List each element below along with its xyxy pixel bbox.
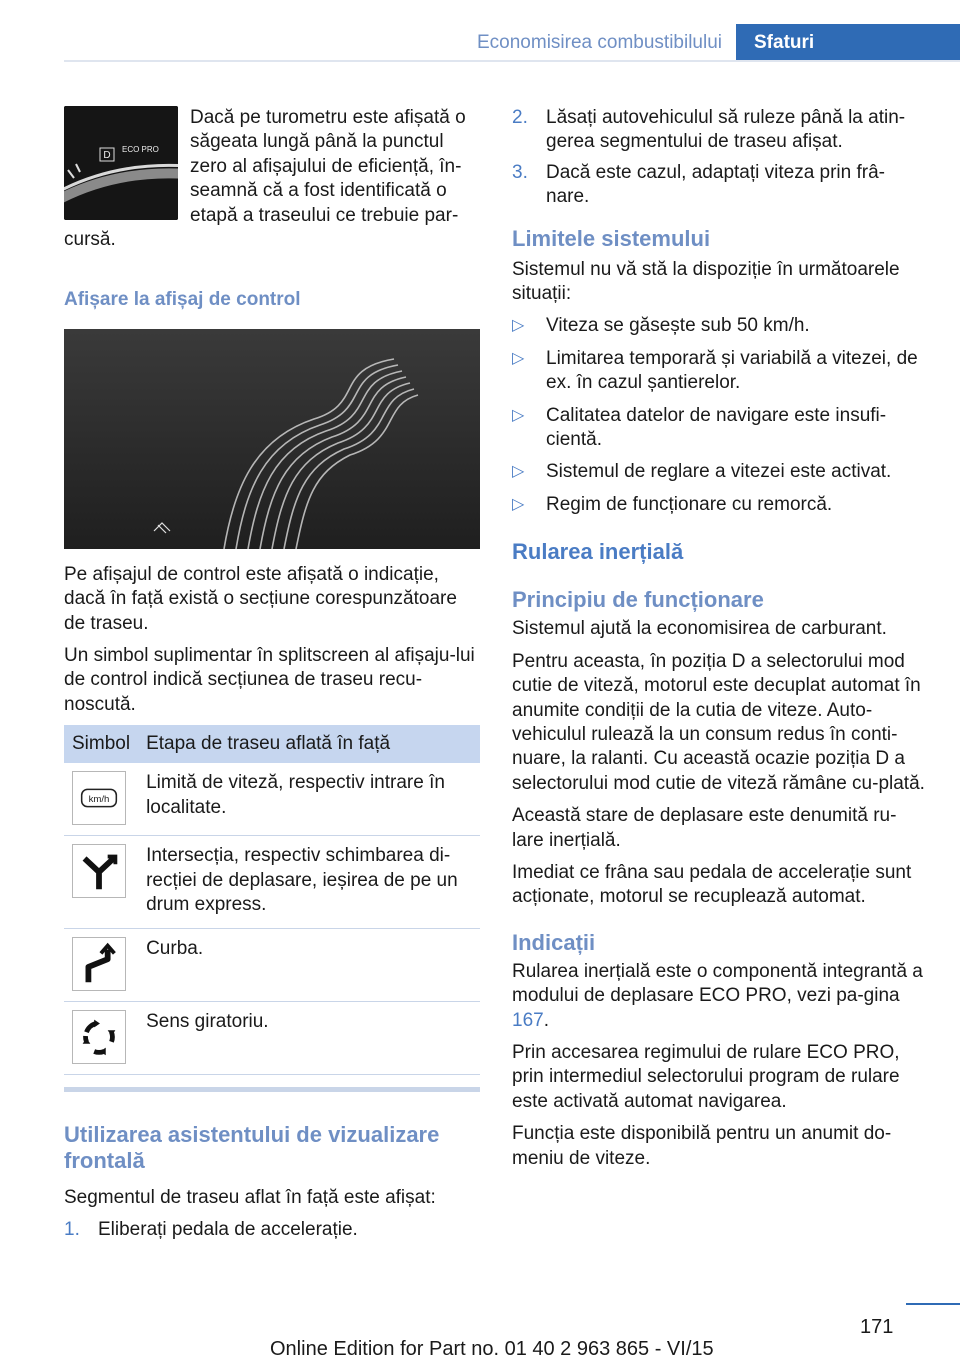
list-item xyxy=(512,161,928,210)
header-rule xyxy=(64,60,960,62)
curve-icon xyxy=(72,937,126,991)
row-text-speed-limit: Limită de viteză, respectiv intrare în localitate. xyxy=(138,763,480,836)
principle-paragraph-4: Imediat ce frâna sau pedala de accelerație sunt acționate, motorul se recuplează automat. xyxy=(512,861,912,908)
indication-paragraph-3: Funcția este disponibilă pentru un anumit do-meniu de viteze. xyxy=(512,1123,892,1169)
heading-indications: Indicații xyxy=(512,929,596,955)
gauge-ecopro-text: ECO PRO xyxy=(122,145,159,154)
list-item-text: Viteza se găsește sub 50 km/h. xyxy=(546,315,810,337)
header-chapter-tab[interactable]: Sfaturi xyxy=(736,24,960,62)
junction-icon xyxy=(72,844,126,898)
footer-rule xyxy=(906,1303,960,1305)
limits-list xyxy=(512,314,928,517)
right-column xyxy=(512,106,928,1179)
table-row xyxy=(64,836,480,928)
bullet-triangle-icon: ▷ xyxy=(512,317,525,335)
list-item-text: Calitatea datelor de navigare este insufi-cientă. xyxy=(546,404,887,451)
indication-paragraph-2: Prin accesarea regimului de rulare ECO PRO, prin intermediul selectorului program de rulare este activată automat navigarea. xyxy=(512,1041,900,1112)
heading-coasting: Rularea inerțială xyxy=(512,539,684,565)
segment-column-header: Etapa de traseu aflată în față xyxy=(138,725,480,763)
left-column xyxy=(64,106,480,1248)
page-number: 171 xyxy=(860,1316,894,1338)
row-text-junction: Intersecția, respectiv schimbarea di-recției de deplasare, ieșirea de pe un drum express. xyxy=(138,836,480,928)
speed-limit-icon xyxy=(72,771,126,825)
list-item-text: Sistemul de reglare a vitezei este activat. xyxy=(546,461,892,483)
symbol-table xyxy=(64,725,480,1074)
section-divider xyxy=(64,1087,480,1092)
list-item-text: Limitarea temporară și variabilă a vitezei, de ex. în cazul șantierelor. xyxy=(546,347,918,394)
row-text-curve: Curba. xyxy=(138,928,480,1001)
header-section-title: Economisirea combustibilului xyxy=(477,32,722,53)
limits-intro: Sistemul nu vă stă la dispoziție în următoarele situații: xyxy=(512,258,900,305)
steps-list-left xyxy=(64,1218,480,1242)
list-item xyxy=(64,1218,480,1242)
tachometer-gauge-image xyxy=(64,106,178,220)
step-number: 2. xyxy=(512,107,528,128)
paragraph-indication: Pe afișajul de control este afișată o indicație, dacă în față există o secțiune corespunzătoare de traseu. xyxy=(64,563,457,634)
heading-assist-usage: Utilizarea asistentului de vizualizare frontală xyxy=(64,1121,440,1173)
footer-edition: Online Edition for Part no. 01 40 2 963 865 - VI/15 xyxy=(270,1338,714,1360)
paragraph-splitscreen: Un simbol suplimentar în splitscreen al afișaju-lui de control indică secțiunea de traseu recu-noscută. xyxy=(64,645,475,715)
table-row xyxy=(64,1001,480,1074)
step-text: Lăsați autovehiculul să ruleze până la atin-gerea segmentului de traseu afișat. xyxy=(546,107,906,153)
row-text-roundabout: Sens giratoriu. xyxy=(138,1001,480,1074)
indication-text: Rularea inerțială este o componentă integrantă a modului de deplasare ECO PRO, vezi pa-gina xyxy=(512,960,923,1007)
gauge-gear-text: D xyxy=(103,150,111,161)
step-text: Dacă este cazul, adaptați viteza prin frâ-nare. xyxy=(546,161,886,208)
principle-paragraph-3: Această stare de deplasare este denumită ru-lare inerțială. xyxy=(512,805,897,851)
bullet-triangle-icon: ▷ xyxy=(512,463,525,481)
heading-system-limits: Limitele sistemului xyxy=(512,225,711,251)
bullet-triangle-icon: ▷ xyxy=(512,406,525,424)
step-text: Eliberați pedala de accelerație. xyxy=(98,1218,358,1240)
step-number: 3. xyxy=(512,161,528,183)
paragraph-segment-displayed: Segmentul de traseu aflat în față este afișat: xyxy=(64,1186,436,1208)
table-row xyxy=(64,763,480,836)
list-item xyxy=(512,493,928,517)
symbol-column-header: Simbol xyxy=(64,725,138,763)
principle-paragraph-1: Sistemul ajută la economisirea de carburant. xyxy=(512,618,887,640)
speed-limit-icon-text: km/h xyxy=(88,794,110,806)
roundabout-icon xyxy=(72,1010,126,1064)
heading-operating-principle: Principiu de funcționare xyxy=(512,587,764,613)
control-display-image xyxy=(64,329,480,549)
principle-paragraph-2: Pentru aceasta, în poziția D a selectorului mod cutie de viteză, motorul este decuplat automat în anumite condiții de la cutia de viteze. Auto-vehiculul rulează la un consum redus în conti-nuare, la ralanti. Cu această ocazie poziția D a selectorului mod cutie de viteză rămâne cu-plată. xyxy=(512,650,925,794)
list-item xyxy=(512,460,928,484)
indication-text-end: . xyxy=(543,1009,549,1031)
steps-list-right xyxy=(512,106,928,210)
step-number: 1. xyxy=(64,1218,80,1240)
list-item-text: Regim de funcționare cu remorcă. xyxy=(546,493,833,515)
bullet-triangle-icon: ▷ xyxy=(512,495,525,513)
table-row xyxy=(64,928,480,1001)
heading-control-display: Afișare la afișaj de control xyxy=(64,289,301,311)
list-item xyxy=(512,314,928,338)
symbol-table-header xyxy=(64,725,480,763)
list-item xyxy=(512,404,928,453)
gauge-description: Dacă pe turometru este afișată o săgeata lungă până la punctul zero al afișajului de eficiență, în-seamnă că a fost identificată o etapă a traseului ce trebuie par-cursă. xyxy=(64,107,466,251)
page-reference-link[interactable]: 167 xyxy=(512,1009,544,1031)
bullet-triangle-icon: ▷ xyxy=(512,349,525,367)
indication-paragraph-1 xyxy=(512,960,928,1033)
list-item xyxy=(512,347,928,396)
list-item xyxy=(512,106,928,155)
